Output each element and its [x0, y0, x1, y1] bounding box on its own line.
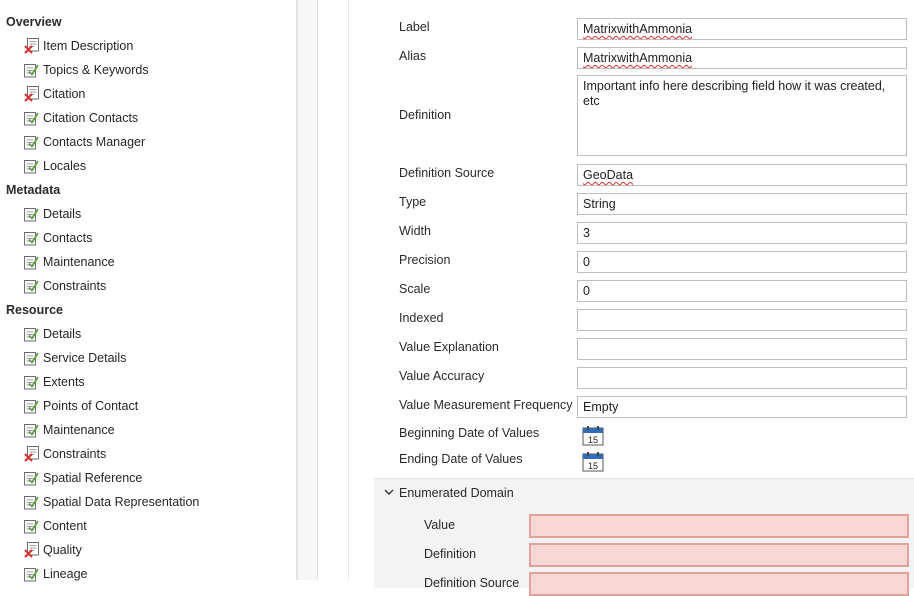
chevron-down-icon[interactable] — [383, 486, 395, 498]
page-error-icon — [24, 38, 39, 54]
precision-input[interactable] — [577, 251, 907, 273]
nav-item-label: Quality — [43, 543, 82, 557]
definition-source-field-label: Definition Source — [399, 166, 495, 180]
nav-item-label: Citation Contacts — [43, 111, 139, 125]
nav-item-label: Constraints — [43, 279, 107, 293]
definition-field-label: Definition — [399, 108, 452, 122]
nav-item-quality[interactable] — [24, 539, 82, 561]
definition-textarea[interactable] — [577, 75, 907, 156]
page-check-icon — [24, 278, 39, 294]
alias-input[interactable] — [577, 47, 907, 69]
nav-item-contacts[interactable] — [24, 227, 92, 249]
nav-item-extents[interactable] — [24, 371, 85, 393]
nav-item-label: Lineage — [43, 567, 88, 581]
scale-input-value: 0 — [583, 284, 590, 298]
nav-item-spatial-reference[interactable] — [24, 467, 142, 489]
page-check-icon — [24, 62, 39, 78]
ending-date-calendar-icon[interactable] — [582, 452, 604, 472]
page-error-icon — [24, 542, 39, 558]
nav-item-label: Extents — [43, 375, 85, 389]
definition-source-input-value: GeoData — [583, 168, 634, 182]
nav-item-constraints[interactable] — [24, 275, 106, 297]
page-check-icon — [24, 518, 39, 534]
page-check-icon — [24, 350, 39, 366]
enum-definition-source-label: Definition Source — [424, 576, 520, 590]
nav-item-citation-contacts[interactable] — [24, 107, 138, 129]
label-input[interactable] — [577, 18, 907, 40]
nav-item-label: Maintenance — [43, 423, 115, 437]
nav-item-label: Service Details — [43, 351, 127, 365]
enumerated-domain-title[interactable]: Enumerated Domain — [399, 486, 514, 500]
page-check-icon — [24, 470, 39, 486]
nav-item-label: Spatial Reference — [43, 471, 143, 485]
page-check-icon — [24, 398, 39, 414]
nav-item-label: Details — [43, 207, 82, 221]
width-input-value: 3 — [583, 226, 590, 240]
page-error-icon — [24, 446, 39, 462]
nav-item-details[interactable] — [24, 203, 81, 225]
page-check-icon — [24, 566, 39, 582]
page-check-icon — [24, 326, 39, 342]
label-input-value: MatrixwithAmmonia — [583, 22, 693, 36]
beginning-date-field-label: Beginning Date of Values — [399, 426, 540, 440]
page-check-icon — [24, 134, 39, 150]
nav-section-header: Overview — [6, 15, 62, 29]
nav-section-header: Metadata — [6, 183, 61, 197]
nav-item-label: Contacts — [43, 231, 93, 245]
page-check-icon — [24, 422, 39, 438]
value-explanation-input[interactable] — [577, 338, 907, 360]
beginning-date-calendar-icon[interactable] — [582, 426, 604, 446]
page-check-icon — [24, 494, 39, 510]
page-check-icon — [24, 254, 39, 270]
nav-item-content[interactable] — [24, 515, 87, 537]
nav-item-label: Contacts Manager — [43, 135, 146, 149]
nav-item-label: Citation — [43, 87, 86, 101]
definition-textarea-value: Important info here describing field how it was created, etc — [583, 79, 886, 108]
alias-field-label: Alias — [399, 49, 427, 63]
nav-item-label: Locales — [43, 159, 87, 173]
nav-item-constraints[interactable] — [24, 443, 106, 465]
enum-definition-source-input[interactable] — [529, 572, 909, 596]
alias-input-value: MatrixwithAmmonia — [583, 51, 693, 65]
nav-item-label: Details — [43, 327, 82, 341]
ending-date-calendar-day: 15 — [587, 461, 599, 471]
enum-definition-input[interactable] — [529, 543, 909, 567]
nav-scroll-gutter — [298, 0, 318, 580]
type-field-label: Type — [399, 195, 427, 209]
ending-date-field-label: Ending Date of Values — [399, 452, 523, 466]
page-check-icon — [24, 206, 39, 222]
precision-field-label: Precision — [399, 253, 451, 267]
definition-source-input[interactable] — [577, 164, 907, 186]
page-check-icon — [24, 230, 39, 246]
width-field-label: Width — [399, 224, 431, 238]
nav-item-maintenance[interactable] — [24, 419, 115, 441]
nav-item-label: Topics & Keywords — [43, 63, 149, 77]
enum-value-label: Value — [424, 518, 456, 532]
nav-item-label: Constraints — [43, 447, 107, 461]
value-accuracy-input[interactable] — [577, 367, 907, 389]
type-input-value: String — [583, 197, 616, 211]
scale-input[interactable] — [577, 280, 907, 302]
value-measurement-frequency-value: Empty — [583, 400, 619, 414]
nav-item-label: Spatial Data Representation — [43, 495, 200, 509]
type-input[interactable] — [577, 193, 907, 215]
precision-input-value: 0 — [583, 255, 590, 269]
nav-item-topics-keywords[interactable] — [24, 59, 149, 81]
nav-item-label: Maintenance — [43, 255, 115, 269]
beginning-date-calendar-day: 15 — [587, 435, 599, 445]
value-accuracy-field-label: Value Accuracy — [399, 369, 485, 383]
nav-item-details[interactable] — [24, 323, 81, 345]
nav-item-spatial-data-representation[interactable] — [24, 491, 199, 513]
label-field-label: Label — [399, 20, 430, 34]
nav-item-locales[interactable] — [24, 155, 86, 177]
scale-field-label: Scale — [399, 282, 431, 296]
nav-item-citation[interactable] — [24, 83, 85, 105]
page-check-icon — [24, 158, 39, 174]
page-check-icon — [24, 110, 39, 126]
nav-item-service-details[interactable] — [24, 347, 126, 369]
page-check-icon — [24, 374, 39, 390]
nav-item-item-description[interactable] — [24, 35, 133, 57]
enum-definition-label: Definition — [424, 547, 477, 561]
metadata-nav-panel — [0, 0, 296, 580]
value-measurement-frequency-select[interactable] — [577, 396, 907, 418]
indexed-field-label: Indexed — [399, 311, 444, 325]
form-indent-line — [348, 0, 349, 580]
nav-item-label: Item Description — [43, 39, 134, 53]
page-error-icon — [24, 86, 39, 102]
width-input[interactable] — [577, 222, 907, 244]
nav-item-lineage[interactable] — [24, 563, 88, 585]
nav-item-points-of-contact[interactable] — [24, 395, 138, 417]
value-measurement-frequency-field-label: Value Measurement Frequency — [399, 398, 573, 412]
nav-item-contacts-manager[interactable] — [24, 131, 145, 153]
nav-section-header: Resource — [6, 303, 63, 317]
nav-item-label: Points of Contact — [43, 399, 139, 413]
enum-value-input[interactable] — [529, 514, 909, 538]
value-explanation-field-label: Value Explanation — [399, 340, 499, 354]
nav-item-label: Content — [43, 519, 87, 533]
nav-item-maintenance[interactable] — [24, 251, 115, 273]
indexed-input[interactable] — [577, 309, 907, 331]
